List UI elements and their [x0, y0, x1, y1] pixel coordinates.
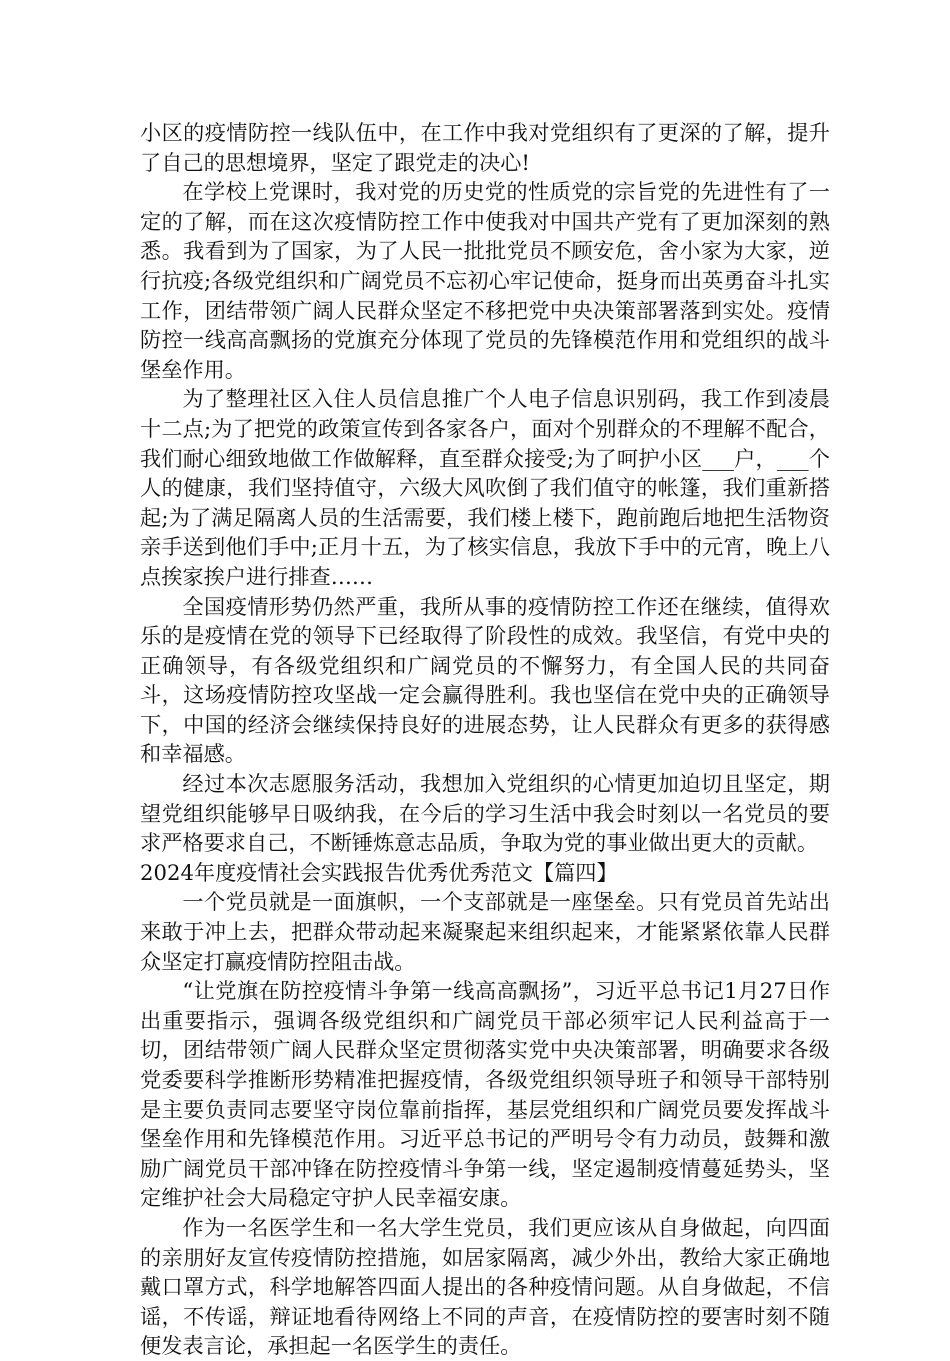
paragraph-continuation: 小区的疫情防控一线队伍中，在工作中我对党组织有了更深的了解，提升了自己的思想境界，坚定了跟党走的决心!	[140, 120, 830, 175]
paragraph-party-class: 在学校上党课时，我对党的历史党的性质党的宗旨党的先进性有了一定的了解，而在这次疫情防控工作中使我对中国共产党有了更加深刻的熟悉。我看到为了国家，为了人民一批批党员不顾安危，舍小家为大家，逆行抗疫;各级党组织和广阔党员不忘初心牢记使命，挺身而出英勇奋斗扎实工作，团结带领广阔人民群众坚定不移把党中央决策部署落到实处。疫情防控一线高高飘扬的党旗充分体现了党员的先锋模范作用和党组织的战斗堡垒作用。	[140, 179, 830, 382]
paragraph-instruction: “让党旗在防控疫情斗争第一线高高飘扬”，习近平总书记1月27日作出重要指示，强调各级党组织和广阔党员干部必须牢记人民利益高于一切，团结带领广阔人民群众坚定贯彻落实党中央决策部署，明确要求各级党委要科学推断形势精准把握疫情，各级党组织领导班子和领导干部特别是主要负责同志要坚守岗位靠前指挥，基层党组织和广阔党员要发挥战斗堡垒作用和先锋模范作用。习近平总书记的严明号令有力动员，鼓舞和激励广阔党员干部冲锋在防控疫情斗争第一线，坚定遏制疫情蔓延势头，坚定维护社会大局稳定守护人民幸福安康。	[140, 978, 830, 1211]
paragraph-flag-fortress: 一个党员就是一面旗帜，一个支部就是一座堡垒。只有党员首先站出来敢于冲上去，把群众带动起来凝聚起来组织起来，才能紧紧依靠人民群众坚定打赢疫情防控阻击战。	[140, 889, 830, 974]
section-heading: 2024年度疫情社会实践报告优秀优秀范文【篇四】	[140, 859, 618, 885]
paragraph-medical-student: 作为一名医学生和一名大学生党员，我们更应该从自身做起，向四面的亲朋好友宣传疫情防控措施，如居家隔离，减少外出，教给大家正确地戴口罩方式，科学地解答四面人提出的各种疫情问题。从自身做起，不信谣，不传谣，辩证地看待网络上不同的声音，在疫情防控的要害时刻不随便发表言论，承担起一名医学生的责任。	[140, 1214, 830, 1359]
document-page	[140, 118, 830, 1361]
paragraph-community-work: 为了整理社区入住人员信息推广个人电子信息识别码，我工作到凌晨十二点;为了把党的政策宣传到各家各户，面对个别群众的不理解不配合，我们耐心细致地做工作做解释，直至群众接受;为了呵护小区___户，___个人的健康，我们坚持值守，六级大风吹倒了我们值守的帐篷，我们重新搭起;为了满足隔离人员的生活需要，我们楼上楼下，跑前跑后地把生活物资亲手送到他们手中;正月十五，为了核实信息，我放下手中的元宵，晚上八点挨家挨户进行排查……	[140, 386, 830, 589]
paragraph-national-situation: 全国疫情形势仍然严重，我所从事的疫情防控工作还在继续，值得欢乐的是疫情在党的领导下已经取得了阶段性的成效。我坚信，有党中央的正确领导，有各级党组织和广阔党员的不懈努力，有全国人民的共同奋斗，这场疫情防控攻坚战一定会赢得胜利。我也坚信在党中央的正确领导下，中国的经济会继续保持良好的进展态势，让人民群众有更多的获得感和幸福感。	[140, 593, 830, 767]
paragraph-join-party: 经过本次志愿服务活动，我想加入党组织的心情更加迫切且坚定，期望党组织能够早日吸纳我，在今后的学习生活中我会时刻以一名党员的要求严格要求自己，不断锤炼意志品质，争取为党的事业做出更大的贡献。	[140, 771, 830, 856]
